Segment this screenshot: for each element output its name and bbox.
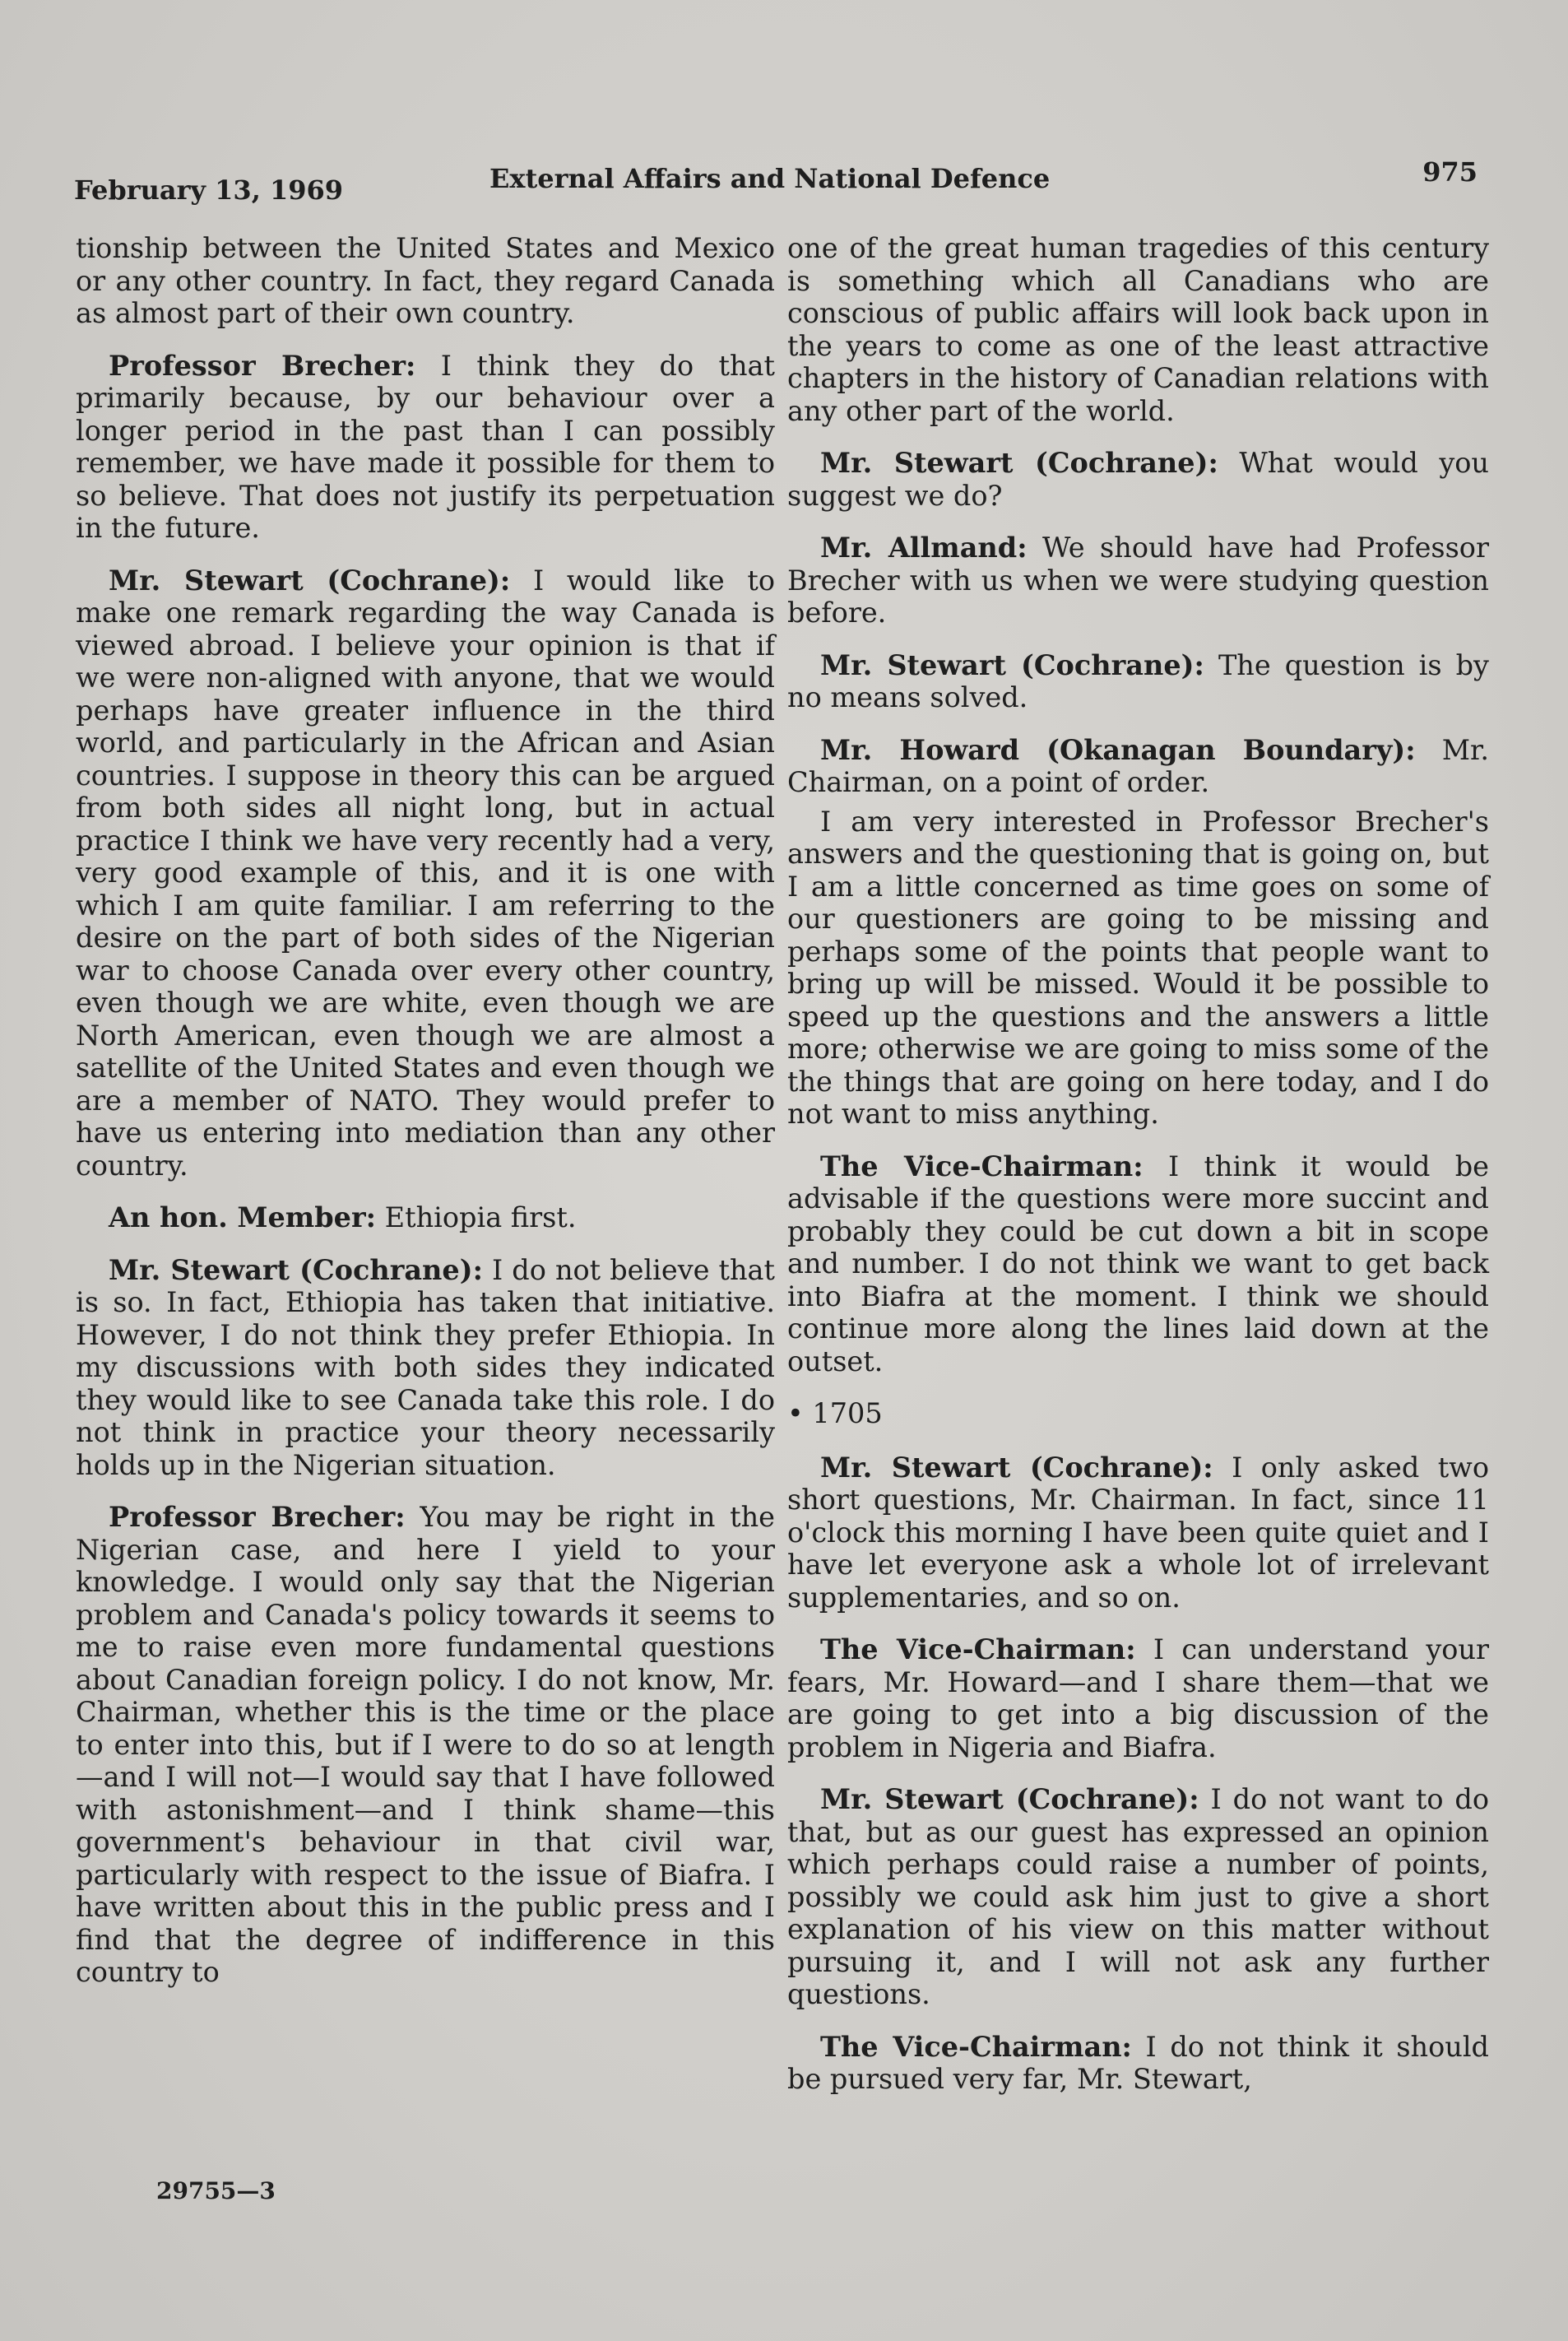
speaker-name: The Vice-Chairman:: [820, 1633, 1136, 1665]
speaker-name: Mr. Stewart (Cochrane):: [109, 1253, 483, 1286]
paragraph-text: I think it would be advisable if the questions were more succint and probably they could be cut down a bit in scope and number. I do not think we want to get back into Biafra at the moment. I think we should continue more along the lines laid down at the outset.: [787, 1150, 1489, 1377]
paragraph: [76, 232, 775, 330]
paragraph-text: Mr. Chairman, on a point of order.: [787, 733, 1489, 798]
paragraph-text: What would you suggest we do?: [787, 447, 1489, 512]
paragraph: [787, 1452, 1489, 1614]
signature-code: 29755—3: [156, 2177, 276, 2204]
paragraph: [787, 1150, 1489, 1378]
paragraph-text: Ethiopia first.: [384, 1201, 577, 1233]
speaker-name: Mr. Stewart (Cochrane):: [820, 447, 1218, 479]
paragraph: [787, 1633, 1489, 1763]
paragraph-text: I only asked two short questions, Mr. Chairman. In fact, since 11 o'clock this morning I have been quite quiet and I have let everyone ask a whole lot of irrelevant supplementaries, and so on.: [787, 1451, 1490, 1614]
left-column: [76, 232, 775, 2009]
speaker-name: Mr. Allmand:: [820, 532, 1028, 564]
paragraph: [76, 350, 775, 545]
speaker-name: Mr. Stewart (Cochrane):: [109, 564, 511, 597]
speaker-name: Mr. Stewart (Cochrane):: [820, 1451, 1213, 1484]
header-date: February 13, 1969: [74, 174, 344, 206]
speaker-name: Mr. Howard (Okanagan Boundary):: [820, 733, 1416, 766]
page-number: 975: [1422, 156, 1478, 188]
paragraph-text: I would like to make one remark regarding the way Canada is viewed abroad. I believe your opinion is that if we were non-aligned with anyone, that we would perhaps have greater influence in the third world, and particularly in the African and Asian countries. I suppose in theory this can be argued from both sides all night long, but in actual practice I think we have very recently had a very, very good example of this, and it is one with which I am quite familiar. I am referring to the desire on the part of both sides of the Nigerian war to choose Canada over every other country, even though we are white, even though we are North American, even though we are almost a satellite of the United States and even though we are a member of NATO. They would prefer to have us entering into mediation than any other country.: [76, 564, 775, 1182]
paragraph: [787, 2031, 1489, 2096]
paragraph-text: one of the great human tragedies of this century is something which all Canadians who are conscious of public affairs will look back upon in the years to come as one of the least attractive chapters in the history of Canadian relations with any other part of the world.: [787, 232, 1489, 427]
page-header: [74, 156, 1478, 212]
paragraph: [76, 564, 775, 1182]
paragraph: [787, 1783, 1489, 2011]
paragraph: [787, 806, 1489, 1131]
speaker-name: Professor Brecher:: [109, 349, 416, 382]
speaker-name: The Vice-Chairman:: [820, 2030, 1132, 2063]
paragraph: [76, 1501, 775, 1989]
time-marker: [787, 1397, 1489, 1430]
paragraph-text: I can understand your fears, Mr. Howard—and I share them—that we are going to get into a big discussion of the problem in Nigeria and Biafra.: [787, 1633, 1490, 1763]
speaker-name: Mr. Stewart (Cochrane):: [820, 1783, 1199, 1815]
paragraph-text: You may be right in the Nigerian case, and here I yield to your knowledge. I would only say that the Nigerian problem and Canada's policy towards it seems to me to raise even more fundamental questions about Canadian foreign policy. I do not know, Mr. Chairman, whether this is the time or the place to enter into this, but if I were to do so at length—and I will not—I would say that I have followed with astonishment—and I think shame—this government's behaviour in that civil war, particularly with respect to the issue of Biafra. I have written about this in the public press and I find that the degree of indifference in this country to: [76, 1501, 775, 1988]
speaker-name: Professor Brecher:: [109, 1501, 406, 1533]
speaker-name: The Vice-Chairman:: [820, 1150, 1144, 1182]
paragraph-text: I think they do that primarily because, by our behaviour over a longer period in the past than I can possibly remember, we have made it possible for them to so believe. That does not justify its perpetuation in the future.: [76, 349, 775, 544]
speaker-name: An hon. Member:: [109, 1201, 376, 1233]
paragraph-text: tionship between the United States and Mexico or any other country. In fact, they regard Canada as almost part of their own country.: [76, 232, 775, 329]
paragraph-text: I am very interested in Professor Brecher's answers and the questioning that is going on, but I am a little concerned as time goes on some of our questioners are going to be missing and perhaps some of the points that people want to bring up will be missed. Would it be possible to speed up the questions and the answers a little more; otherwise we are going to miss some of the the things that are going on here today, and I do not want to miss anything.: [787, 805, 1489, 1130]
header-title: External Affairs and National Defence: [489, 163, 1051, 194]
paragraph-text: We should have had Professor Brecher with us when we were studying question before.: [787, 532, 1489, 629]
paragraph: [787, 734, 1489, 799]
paragraph: [76, 1201, 775, 1234]
paragraph-text: I do not think it should be pursued very far, Mr. Stewart,: [787, 2030, 1489, 2095]
right-column: [787, 232, 1489, 2116]
paragraph-text: The question is by no means solved.: [787, 648, 1489, 713]
paragraph-text: I do not believe that is so. In fact, Ethiopia has taken that initiative. However, I do not think they prefer Ethiopia. In my discussions with both sides they indicated they would like to see Canada take this role. I do not think in practice your theory necessarily holds up in the Nigerian situation.: [76, 1253, 775, 1481]
paragraph-text: I do not want to do that, but as our guest has expressed an opinion which perhaps could raise a number of points, possibly we could ask him just to give a short explanation of his view on this matter without pursuing it, and I will not ask any further questions.: [787, 1783, 1489, 2010]
paragraph: [787, 532, 1489, 629]
paragraph: [787, 232, 1489, 427]
paragraph: [787, 447, 1489, 512]
time-marker-text: • 1705: [787, 1397, 883, 1429]
speaker-name: Mr. Stewart (Cochrane):: [820, 648, 1204, 681]
paragraph: [76, 1254, 775, 1482]
paragraph: [787, 649, 1489, 714]
